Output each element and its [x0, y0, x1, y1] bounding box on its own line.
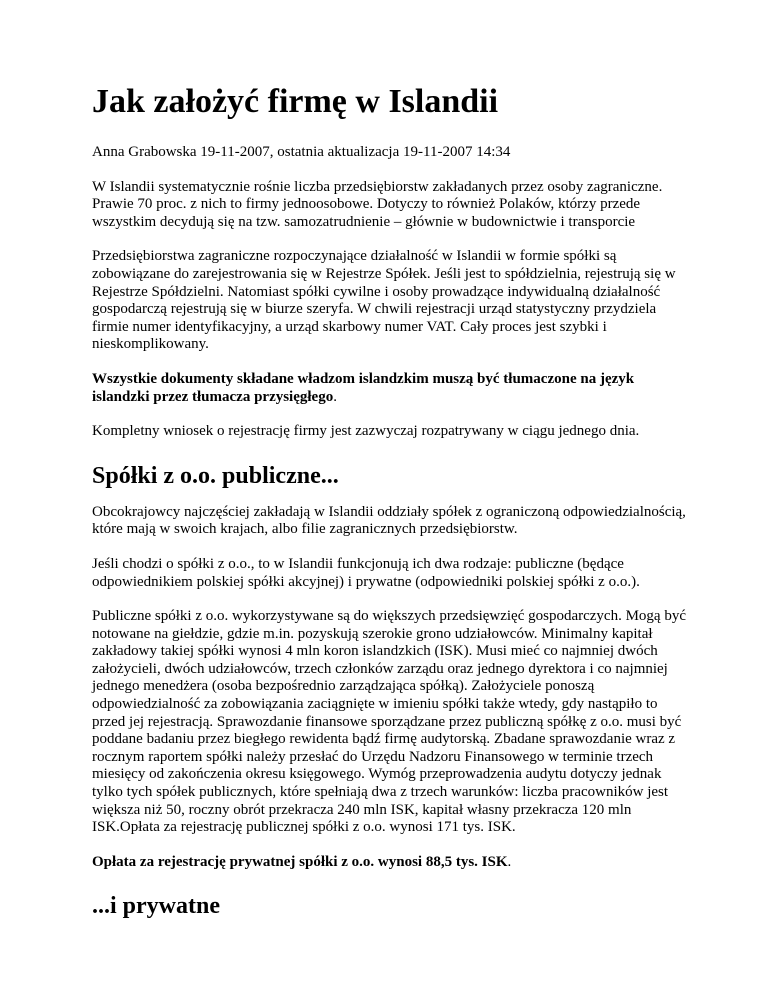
article-paragraph: Jeśli chodzi o spółki z o.o., to w Islandii funkcjonują ich dwa rodzaje: publiczne (będące odpowiednikiem polskiej spółki akcyjnej) i prywatne (odpowiedniki polskiej spółki z o.o.). [92, 555, 640, 590]
article-paragraph: Przedsiębiorstwa zagraniczne rozpoczynające działalność w Islandii w formie spółki są zobowiązane do zarejestrowania się w Rejestrze Spółek. Jeśli jest to spółdzielnia, rejestrują się w Rejestrze Spółdzielni. Natomiast spółki cywilne i osoby prowadzące indywidualną działalność gospodarczą rejestrują się w biurze szeryfa. W chwili rejestracji urząd statystyczny przydziela firmie numer identyfikacyjny, a urząd skarbowy numer VAT. Cały proces jest szybki i nieskomplikowany. [92, 248, 676, 353]
article-byline: Anna Grabowska 19-11-2007, ostatnia aktualizacja 19-11-2007 14:34 [92, 144, 511, 160]
bold-note-period: . [333, 388, 337, 405]
article-paragraph-bold-fee [92, 854, 692, 872]
article-paragraph-bold-note [92, 371, 692, 406]
article [92, 68, 692, 934]
bold-fee-period: . [507, 853, 512, 870]
article-title: Jak założyć firmę w Islandii [92, 83, 499, 120]
section-heading-private: ...i prywatne [92, 893, 220, 920]
article-paragraph: Obcokrajowcy najczęściej zakładają w Islandii oddziały spółek z ograniczoną odpowiedzialnością, które mają w swoich krajach, albo filie zagranicznych przedsiębiorstw. [92, 503, 686, 538]
article-paragraph: Kompletny wniosek o rejestrację firmy jest zazwyczaj rozpatrywany w ciągu jednego dnia. [92, 423, 640, 440]
article-paragraph: W Islandii systematycznie rośnie liczba przedsiębiorstw zakładanych przez osoby zagraniczne. Prawie 70 proc. z nich to firmy jednoosobowe. Dotyczy to również Polaków, którzy przede wszystkim decydują się na tzw. samozatrudnienie – głównie w budownictwie i transporcie [92, 178, 663, 230]
section-heading-public: Spółki z o.o. publiczne... [92, 462, 339, 489]
bold-note-text: Wszystkie dokumenty składane władzom islandzkim muszą być tłumaczone na język islandzki przez tłumacza przysięgłego [92, 370, 635, 405]
article-paragraph: Publiczne spółki z o.o. wykorzystywane są do większych przedsięwzięć gospodarczych. Mogą być notowane na giełdzie, gdzie m.in. pozyskują szerokie grono udziałowców. Minimalny kapitał zakładowy takiej spółki wynosi 4 mln koron islandzkich (ISK). Musi mieć co najmniej dwóch założycieli, dwóch udziałowców, trzech członków zarządu oraz jednego dyrektora i co najmniej jednego menedżera (osoba bezpośrednio zarządzająca spółką). Założyciele ponoszą odpowiedzialność za zobowiązania zaciągnięte w imieniu spółki także wtedy, gdy nastąpiło to przed jej rejestracją. Sprawozdanie finansowe sporządzane przez publiczną spółkę z o.o. musi być poddane badaniu przez biegłego rewidenta bądź firmę audytorską. Zbadane sprawozdanie wraz z rocznym raportem spółki należy przesłać do Urzędu Nadzoru Finansowego w terminie trzech miesięcy od zakończenia okresu księgowego. Wymóg przeprowadzenia audytu dotyczy jednak tylko tych spółek publicznych, które spełniają dwa z trzech warunków: liczba pracowników jest większa niż 50, roczny obrót przekracza 240 mln ISK, kapitał własny przekracza 120 mln ISK.Opłata za rejestrację publicznej spółki z o.o. wynosi 171 tys. ISK. [92, 608, 686, 836]
bold-fee-text: Opłata za rejestrację prywatnej spółki z o.o. wynosi 88,5 tys. ISK [92, 853, 508, 870]
